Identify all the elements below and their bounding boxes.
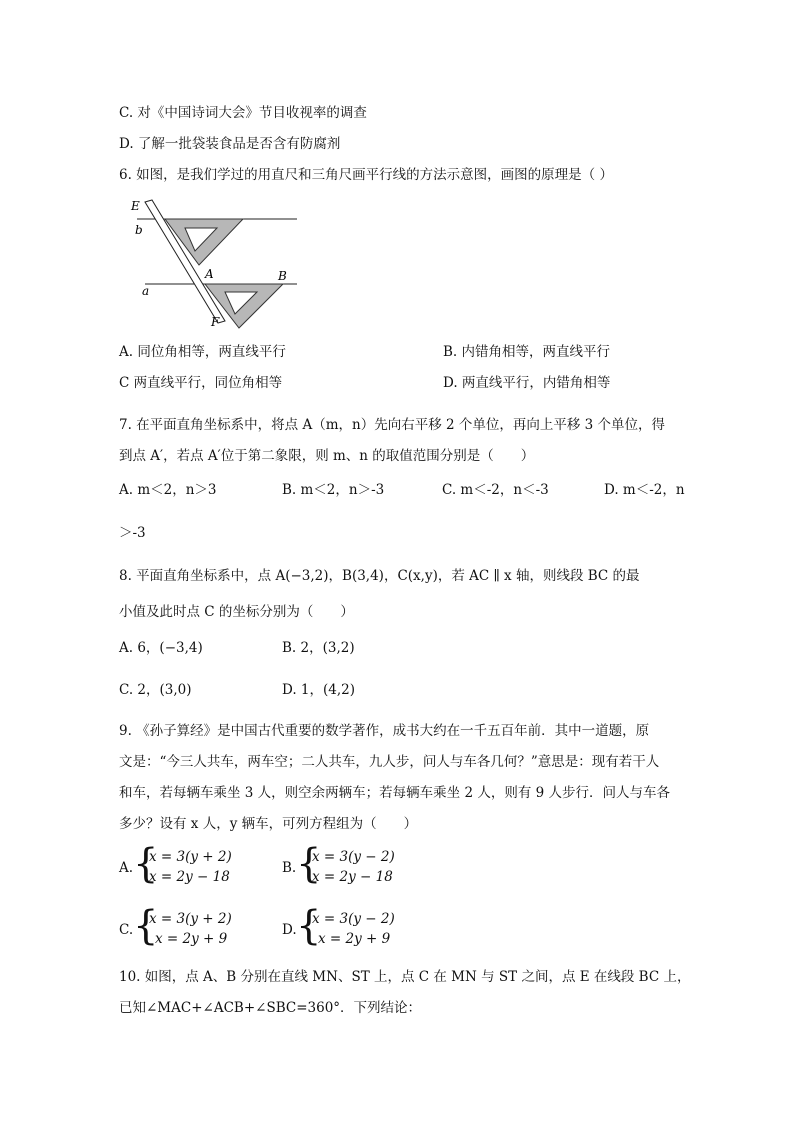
- q9-option-a-label: A.: [119, 860, 134, 876]
- q8-option-d: D. 1，(4,2): [282, 682, 356, 698]
- label-b-point: B: [278, 269, 287, 283]
- q9-option-a-eq1: x = 3(y + 2): [149, 849, 232, 865]
- q8-option-a: A. 6，(−3,4): [119, 640, 203, 656]
- q9-option-b-label: B.: [282, 860, 297, 876]
- q9-option-b: [282, 841, 432, 888]
- q7-option-d: D. m＜-2，n: [604, 482, 685, 498]
- q9-option-d-eq1: x = 3(y − 2): [312, 911, 395, 927]
- q9-stem-line1: 9. 《孙子算经》是中国古代重要的数学著作，成书大约在一千五百年前．其中一道题，原: [119, 723, 650, 739]
- q9-stem-line2: 文是：“今三人共车，两车空；二人共车，九人步，问人与车各几何？”意思是：现有若干人: [119, 754, 660, 770]
- q9-option-a-eq2: x = 2y − 18: [149, 869, 230, 885]
- q7-option-a: A. m＜2，n＞3: [119, 482, 217, 498]
- q8-stem-line2: 小值及此时点 C 的坐标分别为（ ）: [119, 604, 354, 620]
- q8-option-c: C. 2，(3,0): [119, 682, 192, 698]
- label-f: F: [211, 315, 220, 329]
- q7-option-c: C. m＜-2，n＜-3: [442, 482, 549, 498]
- label-e: E: [131, 199, 140, 213]
- q10-stem-line2: 已知∠MAC+∠ACB+∠SBC=360°．下列结论：: [119, 1000, 422, 1016]
- straight-ruler: [145, 200, 225, 323]
- q9-option-b-eq1: x = 3(y − 2): [312, 849, 395, 865]
- q7-option-b: B. m＜2，n＞-3: [282, 482, 385, 498]
- q6-option-c: C 两直线平行，同位角相等: [119, 375, 283, 391]
- q9-stem-line4: 多少？设有 x 人，y 辆车，可列方程组为（ ）: [119, 816, 418, 832]
- q9-option-d-eq2: x = 2y + 9: [318, 931, 391, 947]
- q9-option-c-eq2: x = 2y + 9: [155, 931, 228, 947]
- q9-option-b-eq2: x = 2y − 18: [312, 869, 393, 885]
- q6-option-a: A. 同位角相等，两直线平行: [119, 344, 286, 360]
- q6-figure: [125, 196, 305, 331]
- q5-option-d: D. 了解一批袋装食品是否含有防腐剂: [119, 136, 341, 152]
- label-a-point: A: [205, 267, 214, 281]
- q9-option-d: [282, 903, 432, 950]
- q9-option-c-eq1: x = 3(y + 2): [149, 911, 232, 927]
- q8-stem-line1: 8. 平面直角坐标系中，点 A(−3,2)，B(3,4)，C(x,y)，若 AC ∥ x 轴，则线段 BC 的最: [119, 568, 640, 584]
- q6-option-b: B. 内错角相等，两直线平行: [443, 344, 611, 360]
- label-b-line: b: [135, 223, 143, 237]
- q7-option-d-wrap: ＞-3: [119, 525, 146, 541]
- q7-stem-line2: 到点 A′，若点 A′位于第二象限，则 m、n 的取值范围分别是（ ）: [119, 448, 535, 464]
- q7-stem-line1: 7. 在平面直角坐标系中，将点 A（m，n）先向右平移 2 个单位，再向上平移 3 个单位，得: [119, 417, 666, 433]
- brace-icon: {: [133, 903, 159, 949]
- q6-option-d: D. 两直线平行，内错角相等: [443, 375, 611, 391]
- brace-icon: {: [133, 841, 159, 887]
- q10-stem-line1: 10. 如图，点 A、B 分别在直线 MN、ST 上，点 C 在 MN 与 ST 之间，点 E 在线段 BC 上，: [119, 969, 691, 985]
- label-a-line: a: [142, 284, 150, 298]
- q9-option-a: [119, 841, 269, 888]
- brace-icon: {: [296, 841, 322, 887]
- q6-stem: 6. 如图，是我们学过的用直尺和三角尺画平行线的方法示意图，画图的原理是（ ）: [119, 167, 613, 183]
- q9-option-d-label: D.: [282, 922, 297, 938]
- q9-option-c-label: C.: [119, 922, 134, 938]
- q5-option-c: C. 对《中国诗词大会》节目收视率的调查: [119, 105, 367, 121]
- q9-option-c: [119, 903, 269, 950]
- brace-icon: {: [296, 903, 322, 949]
- q8-option-b: B. 2，(3,2): [282, 640, 355, 656]
- q9-stem-line3: 和车，若每辆车乘坐 3 人，则空余两辆车；若每辆车乘坐 2 人，则有 9 人步行．问人与车各: [119, 785, 671, 801]
